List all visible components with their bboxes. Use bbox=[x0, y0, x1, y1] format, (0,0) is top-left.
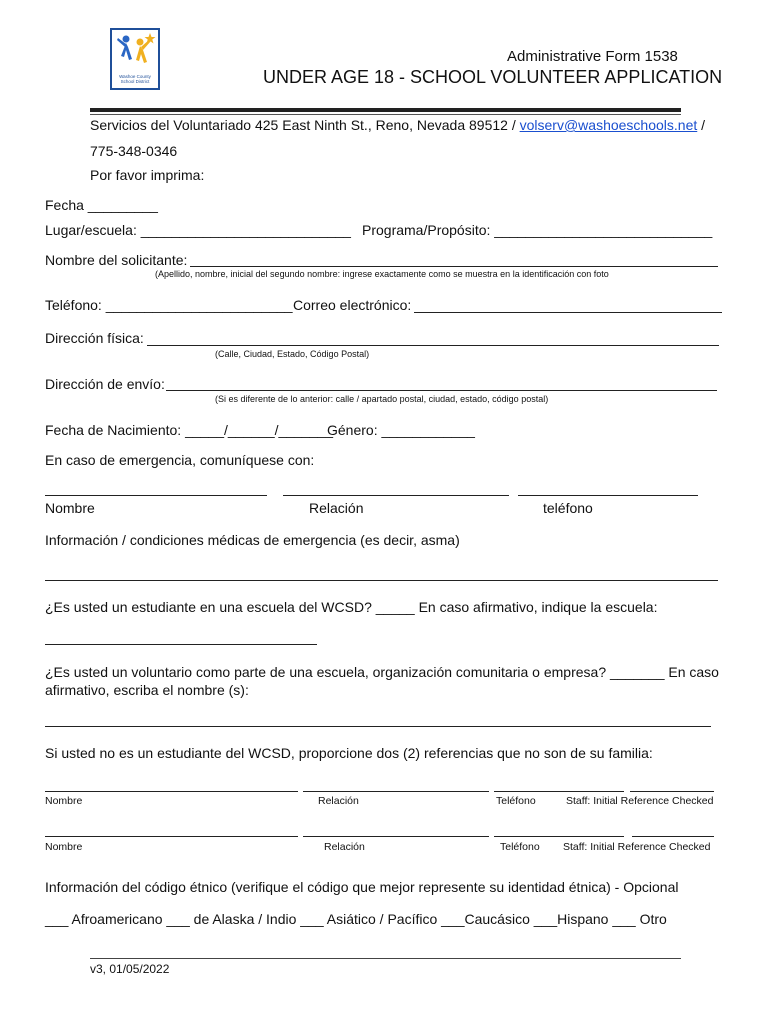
contact-line bbox=[90, 117, 705, 133]
nombre-label: Nombre del solicitante: bbox=[45, 252, 188, 268]
emergency-relacion-line[interactable] bbox=[283, 495, 509, 496]
references-label: Si usted no es un estudiante del WCSD, proporcione dos (2) referencias que no son de su familia: bbox=[45, 745, 653, 761]
header-divider-thick bbox=[90, 108, 681, 112]
nombre-input-line[interactable] bbox=[190, 266, 718, 267]
contact-suffix: / bbox=[697, 117, 706, 133]
correo-label: Correo electrónico: bbox=[293, 297, 412, 313]
page-title: UNDER AGE 18 - SCHOOL VOLUNTEER APPLICATION bbox=[263, 67, 723, 87]
student-school-line[interactable] bbox=[45, 644, 317, 645]
ref1-relacion-line[interactable] bbox=[303, 791, 489, 792]
district-logo bbox=[110, 28, 160, 90]
volunteer-question-2: afirmativo, escriba el nombre (s): bbox=[45, 682, 249, 698]
ref2-relacion: Relación bbox=[324, 841, 365, 853]
footer-divider bbox=[90, 958, 681, 959]
contact-address: Servicios del Voluntariado 425 East Ninth St., Reno, Nevada 89512 / bbox=[90, 117, 520, 133]
ref1-staff-line[interactable] bbox=[630, 791, 714, 792]
version-label: v3, 01/05/2022 bbox=[90, 962, 170, 976]
direccion-hint: (Calle, Ciudad, Estado, Código Postal) bbox=[215, 349, 370, 359]
logo-text: Washoe County School District bbox=[119, 74, 151, 84]
print-instruction: Por favor imprima: bbox=[90, 167, 205, 183]
medical-input-line[interactable] bbox=[45, 580, 718, 581]
header-divider-thin bbox=[90, 114, 681, 115]
lugar-field[interactable]: Lugar/escuela: ___________________________ bbox=[45, 222, 351, 238]
fecha-field[interactable]: Fecha _________ bbox=[45, 197, 158, 213]
volunteer-figures-icon bbox=[112, 30, 158, 74]
correo-input-line[interactable] bbox=[414, 312, 722, 313]
ref1-telefono-line[interactable] bbox=[494, 791, 624, 792]
medical-label: Información / condiciones médicas de emergencia (es decir, asma) bbox=[45, 532, 460, 548]
ref2-telefono: Teléfono bbox=[500, 841, 540, 853]
ref2-nombre-line[interactable] bbox=[45, 836, 298, 837]
student-question: ¿Es usted un estudiante en una escuela del WCSD? _____ En caso afirmativo, indique la escuela: bbox=[45, 599, 658, 615]
volunteer-name-line[interactable] bbox=[45, 726, 711, 727]
form-number: Administrative Form 1538 bbox=[507, 48, 678, 65]
nacimiento-field[interactable]: Fecha de Nacimiento: _____/______/_______ bbox=[45, 422, 333, 438]
envio-hint: (Si es diferente de lo anterior: calle / apartado postal, ciudad, estado, código postal) bbox=[215, 394, 549, 404]
ethnic-options[interactable]: ___ Afroamericano ___ de Alaska / Indio ___ Asiático / Pacífico ___Caucásico ___Hispano ___ Otro bbox=[45, 911, 667, 927]
ref1-nombre: Nombre bbox=[45, 795, 83, 807]
direccion-label: Dirección física: bbox=[45, 330, 144, 346]
ref2-staff-line[interactable] bbox=[632, 836, 714, 837]
ref1-nombre-line[interactable] bbox=[45, 791, 298, 792]
ref2-telefono-line[interactable] bbox=[494, 836, 624, 837]
ref2-relacion-line[interactable] bbox=[303, 836, 489, 837]
programa-field[interactable]: Programa/Propósito: ____________________________ bbox=[362, 222, 713, 238]
envio-input-line[interactable] bbox=[166, 390, 717, 391]
genero-field[interactable]: Género: ____________ bbox=[327, 422, 475, 438]
email-link[interactable]: volserv@washoeschools.net bbox=[519, 117, 698, 133]
ethnic-label: Información del código étnico (verifique el código que mejor represente su identidad étnica) - Opcional bbox=[45, 879, 679, 895]
emergency-nombre-line[interactable] bbox=[45, 495, 267, 496]
nombre-hint: (Apellido, nombre, inicial del segundo nombre: ingrese exactamente como se muestra en la identificación con foto bbox=[155, 269, 609, 279]
ref1-relacion: Relación bbox=[318, 795, 359, 807]
emergency-col-nombre: Nombre bbox=[45, 500, 95, 516]
emergency-label: En caso de emergencia, comuníquese con: bbox=[45, 452, 315, 468]
telefono-field[interactable]: Teléfono: ________________________ bbox=[45, 297, 293, 313]
volunteer-question-1: ¿Es usted un voluntario como parte de una escuela, organización comunitaria o empresa? _______ En caso bbox=[45, 664, 719, 680]
ref1-telefono: Teléfono bbox=[496, 795, 536, 807]
ref2-staff: Staff: Initial Reference Checked bbox=[563, 841, 711, 853]
emergency-col-relacion: Relación bbox=[309, 500, 364, 516]
ref1-staff: Staff: Initial Reference Checked bbox=[566, 795, 714, 807]
direccion-input-line[interactable] bbox=[147, 345, 719, 346]
envio-label: Dirección de envío: bbox=[45, 376, 165, 392]
contact-phone: 775-348-0346 bbox=[90, 143, 178, 159]
emergency-telefono-line[interactable] bbox=[518, 495, 698, 496]
emergency-col-telefono: teléfono bbox=[543, 500, 593, 516]
ref2-nombre: Nombre bbox=[45, 841, 83, 853]
